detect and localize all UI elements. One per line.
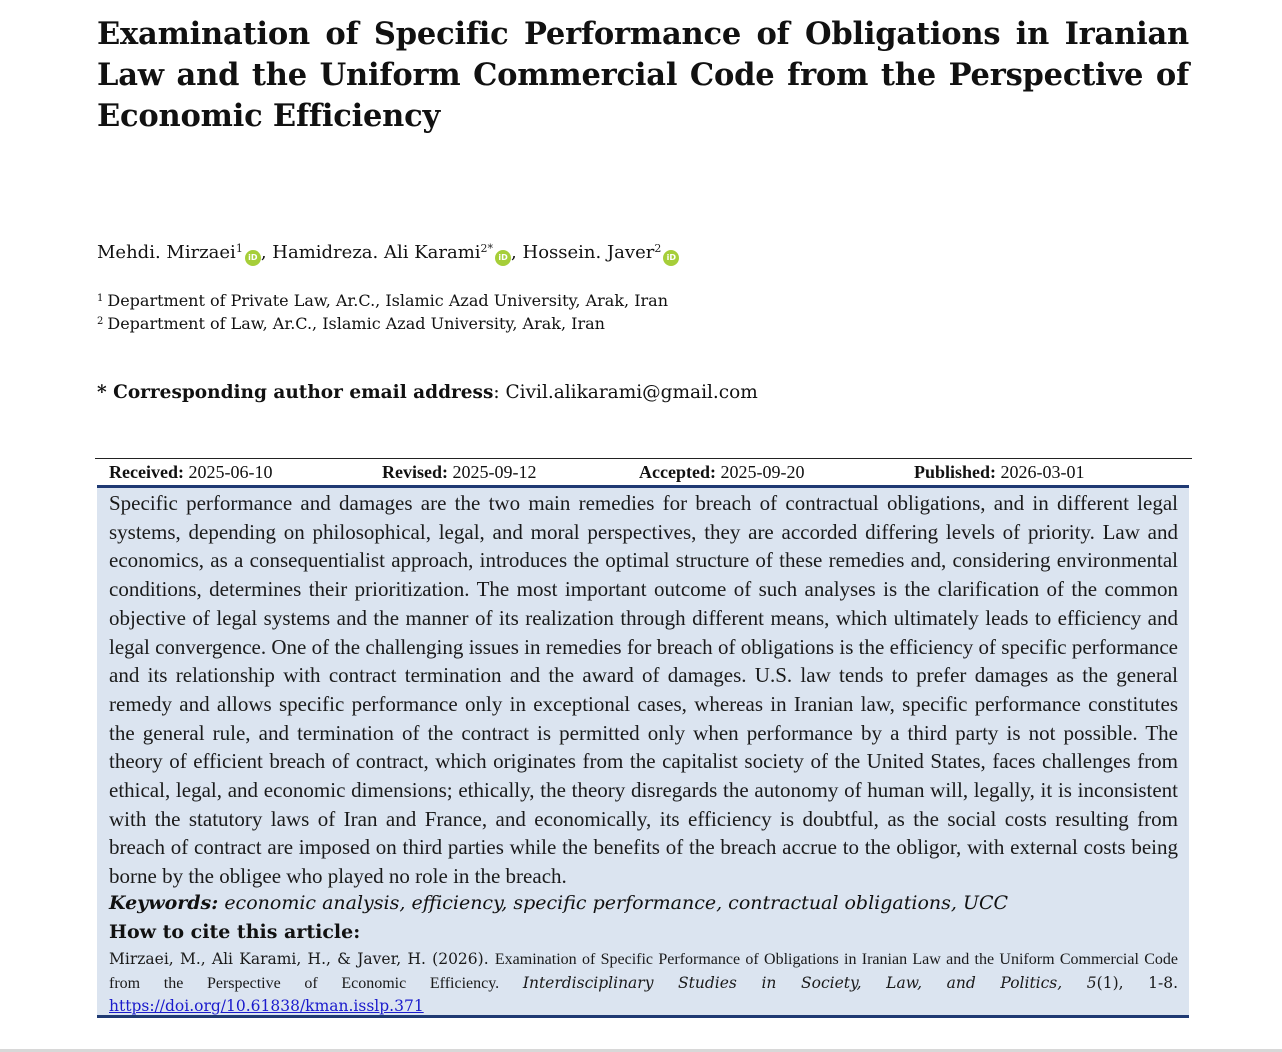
affiliation (97, 288, 668, 312)
corresponding-author (97, 380, 758, 406)
orcid-icon[interactable]: iD (245, 250, 261, 266)
affiliation-text: Department of Private Law, Ar.C., Islamic Azad University, Arak, Iran (107, 291, 669, 310)
keywords-list: economic analysis, efficiency, specific performance, contractual obligations, UCC (224, 892, 1009, 914)
abstract-box (97, 485, 1189, 1018)
citation-authors-year: Mirzaei, M., Ali Karami, H., & Javer, H. (2026). (109, 950, 495, 968)
revised-date (382, 461, 537, 483)
abstract-text: Specific performance and damages are the two main remedies for breach of contractual obligations, and in different legal systems, depending on philosophical, legal, and moral perspectives, they are accorded differing levels of priority. Law and economics, as a consequentialist approach, introduces the optimal structure of these remedies and, considering environmental conditions, determines their prioritization. The most important outcome of such analyses is the clarification of the common objective of legal systems and the manner of its realization through different means, which ultimately leads to efficiency and legal convergence. One of the challenging issues in remedies for breach of obligations is the efficiency of specific performance and its relationship with contract termination and the award of damages. U.S. law tends to prefer damages as the general remedy and allows specific performance only in exceptional cases, whereas in Iranian law, specific performance constitutes the general rule, and termination of the contract is permitted only when performance by a third party is not possible. The theory of efficient breach of contract, which originates from the capitalist society of the United States, faces challenges from ethical, legal, and economic dimensions; ethically, the theory disregards the autonomy of human will, legally, it is inconsistent with the statutory laws of Iran and France, and economically, its efficiency is doubtful, as the social costs resulting from breach of contract are imposed on third parties while the benefits of the breach accrue to the obligor, with external costs being borne by the obligee who played no role in the breach. (109, 491, 1178, 889)
author-separator: , (260, 242, 273, 263)
keywords (109, 889, 1178, 917)
citation-title: Examination of Specific Performance of Obligations in Iranian Law and the Uniform Commercial Code from the Perspective of Economic Efficiency. (109, 951, 1178, 992)
citation-volume: 5 (1086, 973, 1097, 992)
revised-label: Revised: (382, 462, 448, 482)
published-label: Published: (914, 462, 997, 482)
author-name: Hamidreza. Ali Karami (272, 242, 481, 263)
orcid-icon[interactable]: iD (495, 250, 511, 266)
affiliation (97, 311, 605, 335)
affiliation-number: 1 (97, 293, 104, 304)
author-affiliation-mark: 1 (235, 242, 243, 255)
author-affiliation-mark: 2* (480, 242, 494, 255)
corresponding-colon: : (493, 382, 506, 403)
author-affiliation-mark: 2 (654, 242, 662, 255)
paper-title: Examination of Specific Performance of Obligations in Iranian Law and the Uniform Commercial Code from the Perspective of Economic Efficiency (97, 16, 1189, 134)
received-label: Received: (109, 462, 184, 482)
published-value: 2026-03-01 (1000, 462, 1085, 482)
cite-heading: How to cite this article: (109, 921, 361, 943)
accepted-label: Accepted: (639, 462, 716, 482)
corresponding-label: * Corresponding author email address (97, 382, 494, 403)
affiliation-number: 2 (97, 316, 104, 327)
affiliation-text: Department of Law, Ar.C., Islamic Azad University, Arak, Iran (107, 314, 605, 333)
published-date (914, 461, 1085, 483)
accepted-value: 2025-09-20 (720, 462, 805, 482)
author-separator: , (511, 242, 523, 263)
revised-value: 2025-09-12 (452, 462, 537, 482)
received-date (109, 461, 272, 483)
dates-divider (95, 458, 1192, 459)
citation-journal: Interdisciplinary Studies in Society, Law, and Politics, (522, 973, 1087, 992)
keywords-label: Keywords: (109, 892, 219, 914)
author-name: Hossein. Javer (522, 242, 655, 263)
author-list (97, 236, 679, 266)
received-value: 2025-06-10 (188, 462, 273, 482)
citation-issue-pages: (1), 1-8. (1096, 973, 1179, 992)
orcid-icon[interactable]: iD (663, 250, 679, 266)
corresponding-email[interactable]: Civil.alikarami@gmail.com (505, 382, 758, 403)
doi-link[interactable]: https://doi.org/10.61838/kman.isslp.371 (109, 997, 424, 1015)
accepted-date (639, 461, 804, 483)
citation (109, 948, 1178, 1018)
author-name: Mehdi. Mirzaei (97, 242, 236, 263)
